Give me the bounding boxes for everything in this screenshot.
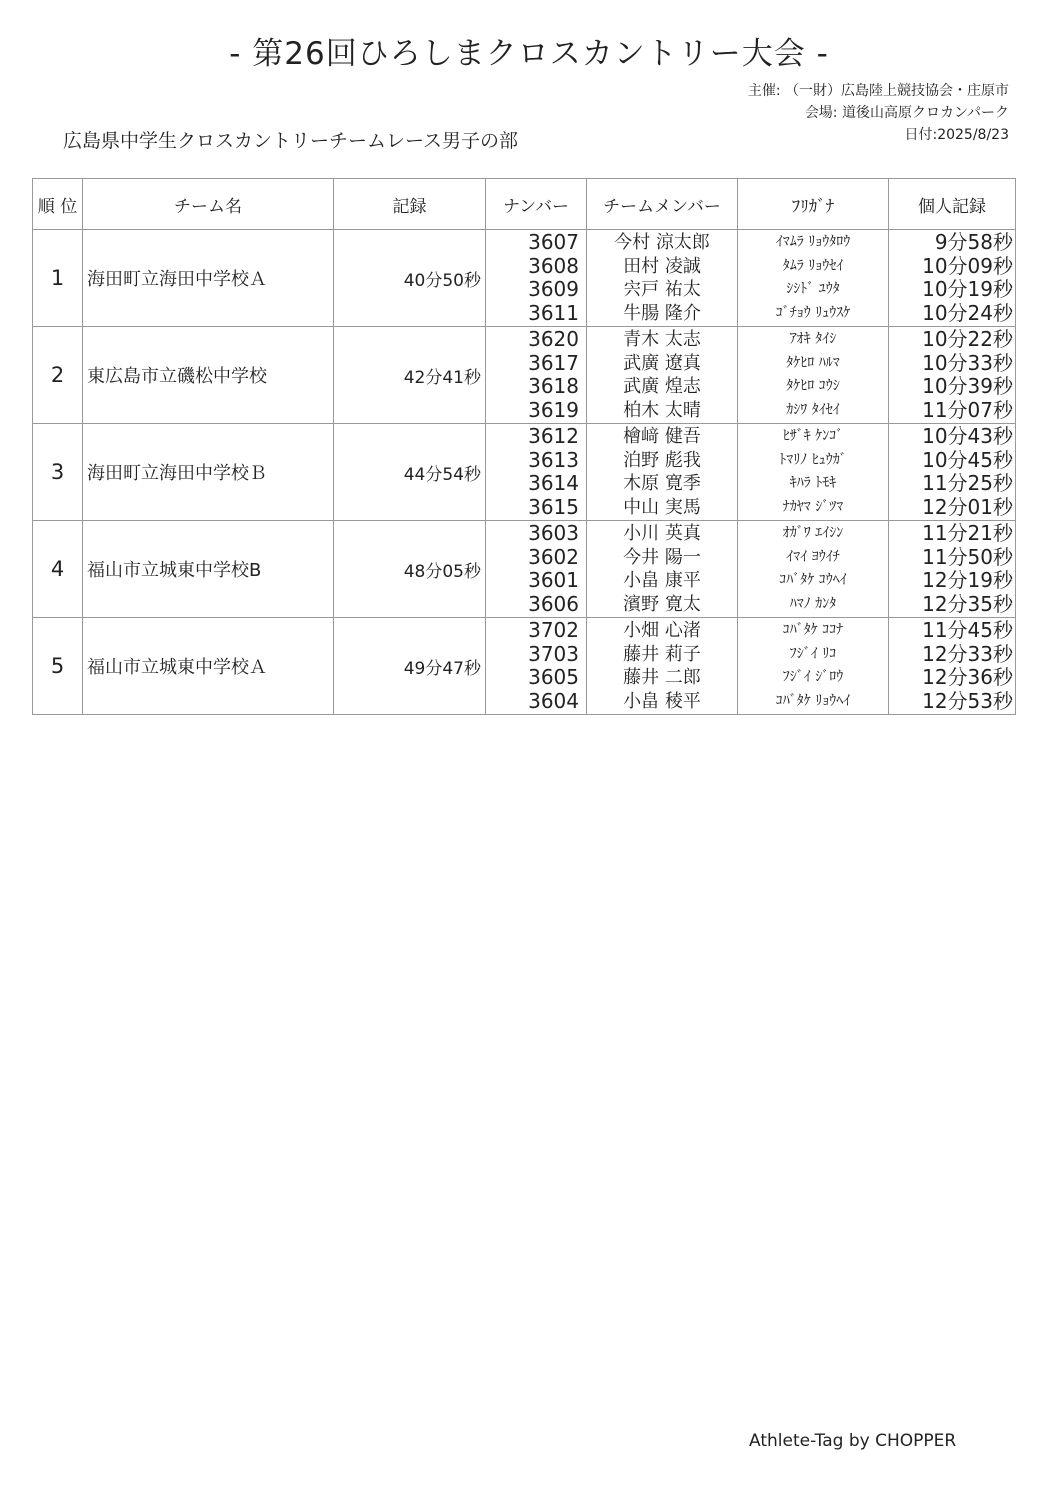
personal-time-line: 9分58秒 xyxy=(934,231,1013,254)
furigana-cell xyxy=(738,230,889,327)
team-record-cell: 42分41秒 xyxy=(334,327,486,424)
table-row xyxy=(33,618,1016,715)
header-row xyxy=(33,179,1016,230)
furigana-line: ｺﾊﾞﾀｹ ｺｳﾍｲ xyxy=(779,572,847,588)
number-line: 3612 xyxy=(528,425,579,448)
furigana-line: ﾀﾑﾗ ﾘｮｳｾｲ xyxy=(782,257,844,274)
personal-time-line: 11分45秒 xyxy=(922,619,1013,642)
member-cell xyxy=(587,230,738,327)
number-line: 3606 xyxy=(528,592,579,616)
personal-time-line: 10分43秒 xyxy=(922,425,1013,448)
header-furigana: ﾌﾘｶﾞﾅ xyxy=(738,179,889,230)
date-text: 日付:2025/8/23 xyxy=(904,127,1009,143)
personal-time-line: 12分53秒 xyxy=(922,689,1013,713)
furigana-line: ｲﾏﾑﾗ ﾘｮｳﾀﾛｳ xyxy=(775,234,851,250)
number-cell xyxy=(486,230,587,327)
furigana-line: ﾌｼﾞｲ ﾘｺ xyxy=(789,645,837,662)
furigana-line: ﾋｻﾞｷ ｹﾝｺﾞ xyxy=(782,428,844,444)
furigana-line: ｺﾊﾞﾀｹ ﾘｮｳﾍｲ xyxy=(775,692,851,709)
venue-text: 会場: 道後山高原クロカンパーク xyxy=(804,105,1009,121)
personal-time-line: 11分07秒 xyxy=(922,398,1013,422)
table-row xyxy=(33,327,1016,424)
team-name-cell: 福山市立城東中学校B xyxy=(83,521,334,618)
furigana-cell xyxy=(738,521,889,618)
personal-time-cell xyxy=(889,230,1016,327)
member-line: 柏木 太晴 xyxy=(623,399,701,421)
race-subtitle: 広島県中学生クロスカントリーチームレース男子の部 xyxy=(63,130,519,152)
furigana-line: ｺﾊﾞﾀｹ ｺｺﾅ xyxy=(782,622,844,638)
personal-time-line: 12分33秒 xyxy=(922,642,1013,666)
header-team: チーム名 xyxy=(83,179,334,230)
rank-cell: 4 xyxy=(33,521,83,618)
team-name-cell: 東広島市立磯松中学校 xyxy=(83,327,334,424)
furigana-line: ﾀｹﾋﾛ ｺｳｼ xyxy=(786,378,840,394)
number-line: 3613 xyxy=(528,448,579,472)
furigana-line: ｶｼﾜ ﾀｲｾｲ xyxy=(786,401,840,418)
rank-cell: 2 xyxy=(33,327,83,424)
member-line: 濱野 寛太 xyxy=(623,593,701,615)
number-line: 3615 xyxy=(528,495,579,519)
rank-cell: 5 xyxy=(33,618,83,715)
member-line: 武廣 煌志 xyxy=(623,376,701,397)
number-line: 3617 xyxy=(528,351,579,375)
personal-time-line: 10分22秒 xyxy=(922,328,1013,351)
results-table xyxy=(32,178,1016,715)
personal-time-line: 10分19秒 xyxy=(922,278,1013,301)
member-line: 檜﨑 健吾 xyxy=(623,426,701,447)
number-line: 3601 xyxy=(528,569,579,592)
member-line: 中山 実馬 xyxy=(623,496,701,518)
personal-time-cell xyxy=(889,521,1016,618)
table-row xyxy=(33,521,1016,618)
number-line: 3603 xyxy=(528,522,579,545)
number-line: 3618 xyxy=(528,375,579,398)
member-line: 今村 涼太郎 xyxy=(614,232,710,253)
number-cell xyxy=(486,424,587,521)
furigana-cell xyxy=(738,618,889,715)
header-rank: 順 位 xyxy=(33,179,83,230)
personal-time-line: 10分09秒 xyxy=(922,254,1013,278)
organizer-text: 主催: （一財）広島陸上競技協会・庄原市 xyxy=(747,83,1009,99)
furigana-line: ﾌｼﾞｲ ｼﾞﾛｳ xyxy=(782,669,844,685)
number-line: 3605 xyxy=(528,666,579,689)
personal-time-line: 12分01秒 xyxy=(922,495,1013,519)
rank-cell: 3 xyxy=(33,424,83,521)
page-title: - 第26回ひろしまクロスカントリー大会 - xyxy=(229,36,829,72)
number-cell xyxy=(486,327,587,424)
furigana-line: ﾅｶﾔﾏ ｼﾞﾂﾏ xyxy=(782,498,844,515)
member-line: 泊野 彪我 xyxy=(623,449,701,471)
member-cell xyxy=(587,327,738,424)
footer-credit: Athlete-Tag by CHOPPER xyxy=(749,1431,957,1451)
header-personal-time: 個人記録 xyxy=(889,179,1016,230)
team-name-cell: 福山市立城東中学校Ａ xyxy=(83,618,334,715)
number-line: 3619 xyxy=(528,398,579,422)
member-line: 小畠 稜平 xyxy=(623,690,701,712)
member-cell xyxy=(587,424,738,521)
member-line: 藤井 二郎 xyxy=(623,667,701,688)
furigana-line: ｼｼﾄﾞ ﾕｳﾀ xyxy=(786,281,840,297)
furigana-line: ｵｶﾞﾜ ｴｲｼﾝ xyxy=(782,525,844,541)
furigana-line: ｷﾊﾗ ﾄﾓｷ xyxy=(789,475,837,491)
number-line: 3608 xyxy=(528,254,579,278)
member-line: 小川 英真 xyxy=(623,523,701,544)
team-name-cell: 海田町立海田中学校Ａ xyxy=(83,230,334,327)
personal-time-line: 12分35秒 xyxy=(922,592,1013,616)
number-line: 3614 xyxy=(528,472,579,495)
team-record-cell: 44分54秒 xyxy=(334,424,486,521)
header-record: 記録 xyxy=(334,179,486,230)
personal-time-line: 10分39秒 xyxy=(922,375,1013,398)
personal-time-line: 10分33秒 xyxy=(922,351,1013,375)
personal-time-line: 11分50秒 xyxy=(922,545,1013,569)
personal-time-cell xyxy=(889,327,1016,424)
member-line: 牛腸 隆介 xyxy=(623,302,701,324)
table-row xyxy=(33,230,1016,327)
member-line: 木原 寛季 xyxy=(623,473,701,494)
table-row xyxy=(33,424,1016,521)
header-number: ナンバー xyxy=(486,179,587,230)
member-line: 武廣 遼真 xyxy=(623,352,701,374)
team-record-cell: 49分47秒 xyxy=(334,618,486,715)
member-line: 青木 太志 xyxy=(623,329,701,350)
number-line: 3602 xyxy=(528,545,579,569)
furigana-line: ｲﾏｲ ﾖｳｲﾁ xyxy=(786,548,840,565)
number-line: 3609 xyxy=(528,278,579,301)
personal-time-line: 10分45秒 xyxy=(922,448,1013,472)
number-line: 3604 xyxy=(528,689,579,713)
team-record-cell: 40分50秒 xyxy=(334,230,486,327)
member-line: 宍戸 祐太 xyxy=(623,279,701,300)
member-line: 今井 陽一 xyxy=(623,546,701,568)
personal-time-line: 12分36秒 xyxy=(922,666,1013,689)
number-line: 3611 xyxy=(528,301,579,325)
member-line: 藤井 莉子 xyxy=(623,643,701,665)
number-cell xyxy=(486,521,587,618)
number-cell xyxy=(486,618,587,715)
member-cell xyxy=(587,521,738,618)
furigana-cell xyxy=(738,424,889,521)
personal-time-cell xyxy=(889,424,1016,521)
furigana-line: ﾊﾏﾉ ｶﾝﾀ xyxy=(789,595,837,612)
member-line: 小畠 康平 xyxy=(623,570,701,591)
furigana-line: ｺﾞﾁｮｳ ﾘｭｳｽｹ xyxy=(775,304,851,321)
personal-time-line: 10分24秒 xyxy=(922,301,1013,325)
header-members: チームメンバー xyxy=(587,179,738,230)
number-line: 3620 xyxy=(528,328,579,351)
personal-time-line: 11分25秒 xyxy=(922,472,1013,495)
number-line: 3702 xyxy=(528,619,579,642)
member-cell xyxy=(587,618,738,715)
team-record-cell: 48分05秒 xyxy=(334,521,486,618)
furigana-line: ｱｵｷ ﾀｲｼ xyxy=(789,331,837,347)
furigana-line: ﾄﾏﾘﾉ ﾋｭｳｶﾞ xyxy=(779,451,847,468)
member-line: 田村 凌誠 xyxy=(623,255,701,277)
furigana-cell xyxy=(738,327,889,424)
event-info xyxy=(748,80,1009,146)
number-line: 3703 xyxy=(528,642,579,666)
furigana-line: ﾀｹﾋﾛ ﾊﾙﾏ xyxy=(786,354,840,371)
number-line: 3607 xyxy=(528,231,579,254)
personal-time-line: 12分19秒 xyxy=(922,569,1013,592)
team-name-cell: 海田町立海田中学校Ｂ xyxy=(83,424,334,521)
personal-time-cell xyxy=(889,618,1016,715)
member-line: 小畑 心渚 xyxy=(623,620,701,641)
personal-time-line: 11分21秒 xyxy=(922,522,1013,545)
rank-cell: 1 xyxy=(33,230,83,327)
